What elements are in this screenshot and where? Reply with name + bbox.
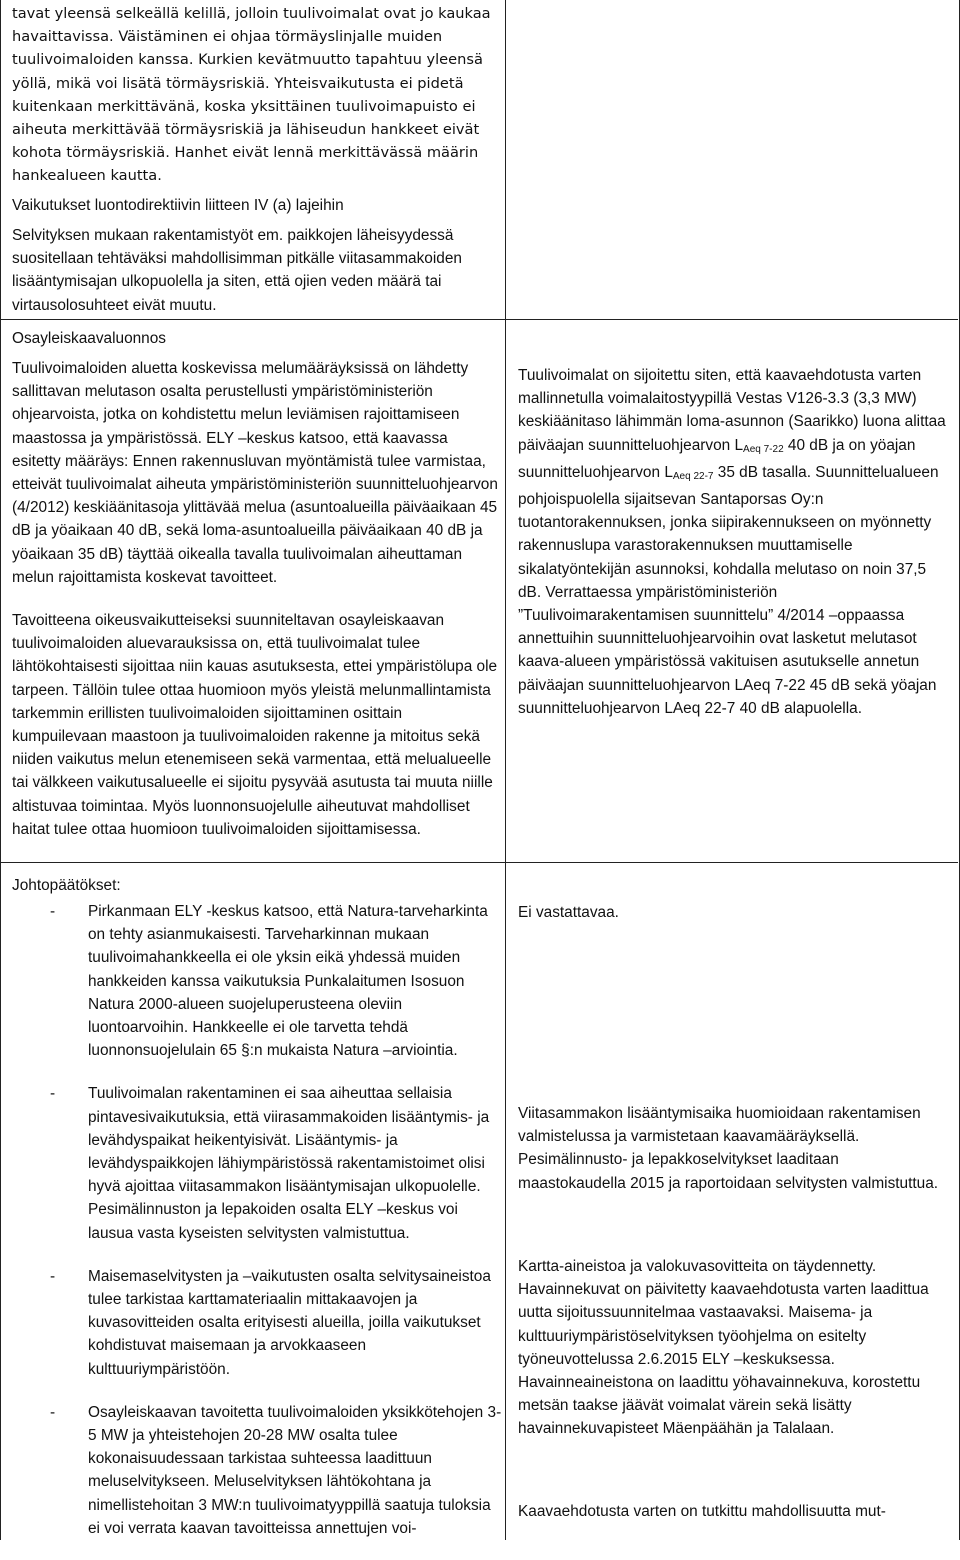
annex-heading (12, 194, 498, 217)
reply-landscape (518, 1255, 948, 1441)
draft-paragraph-2 (12, 609, 498, 841)
draft-heading-text: Osayleiskaavaluonnos (12, 330, 166, 347)
draft-text-1: Tuulivoimaloiden aluetta koskevissa melumääräyksissä on lähdetty sallittavan melutason osalta perustellusti ympäristöministeriön ohjearvoista, jotka on kohdistettu melun leviämisen rajoittamiseen maastossa ja ympäristössä. ELY –keskus katsoo, että kaavassa esitetty määräys: Ennen rakennusluvan myöntämistä tulee varmistaa, etteivät tuulivoimalat aiheuta ympäristöministeriön suunnitteluohjearvon (4/2012) keskiäänitasoja ylittävää melua (asuntoalueilla päiväaikaan 45 dB ja yöaikaan 40 dB, sekä loma-asuntoalueilla päiväaikaan 40 dB ja yöaikaan 35 dB) täyttää oikealla tavalla tuulivoimalan aiheuttaman melun rajoittamista koskevat tavoitteet. (12, 360, 498, 586)
noise-text-c: 35 dB tasalla. Suunnittelualueen pohjoispuolella sijaitsevan Santaporsas Oy:n tuotantorakennuksen, jonka siipirakennukseen on myönnetty rakennuslupa varastorakennuksen muuttamiselle sikalatyöntekijän asunnoksi, kohdalla melutaso on noin 37,5 dB. Verrattaessa ympäristöministeriön ”Tuulivoimarakentamisen suunnittelu” 4/2014 –oppaassa annettuihin suunnitteluohjearvoihin ovat lasketut melutasot kaava-alueen ympäristössä vakituisen asutukselle annetun päiväajan suunnitteluohjearvon LAeq 7-22 45 dB sekä yöajan suunnitteluohjearvon LAeq 22-7 40 dB alapuolella. (518, 463, 939, 717)
laeq-day-subscript: Aeq 7-22 (743, 443, 784, 455)
draft-heading (12, 327, 498, 350)
conclusion-text: Pirkanmaan ELY -keskus katsoo, että Natura-tarveharkinta on tehty asianmukaisesti. Tarveharkinnan mukaan tuulivoimahankkeella ei ole yksin eikä yhdessä muiden hankkeiden kanssa vaikutuksia Punkalaitumen Isosuon Natura 2000-alueen suojeluperusteena oleviin luontoarvoihin. Hankkeelle ei ole tarvetta tehdä luonnonsuojelulain 65 §:n mukaista Natura –arviointia. (88, 903, 488, 1060)
reply-frogs-text: Viitasammakon lisääntymisaika huomioidaan rakentamisen valmistelussa ja varmistetaan kaavamääräyksellä. Pesimälinnusto- ja lepakkoselvitykset laaditaan maastokaudella 2015 ja raportoidaan selvitysten valmistuttua. (518, 1105, 939, 1192)
conclusion-item (12, 1082, 506, 1244)
noise-text-a: Tuulivoimalat on sijoitettu siten, että kaavaehdotusta varten mallinnetulla voimalaitostyypillä Vestas V126-3.3 (3,3 MW) keskiäänitaso lähimmän loma-asunnon (Saarikko) luona alittaa päiväajan suunnitteluohjearvon L (518, 367, 946, 454)
draft-paragraph-1 (12, 357, 498, 589)
reply-natura (518, 901, 948, 924)
conclusion-text: Osayleiskaavan tavoitetta tuulivoimaloiden yksikkötehojen 3-5 MW ja yhteistehojen 20-28 MW osalta tulee kokonaisuudessaan tarkistaa suhteessa laadittuun meluselvitykseen. Meluselvityksen lähtökohtana ja nimellistehoitan 3 MW:n tuulivoimatyyppillä saatuja tuloksia ei voi verrata kaavan tavoitteissa annettujen voi- (88, 1403, 502, 1537)
noise-response-text (518, 364, 948, 720)
intro-paragraph (12, 2, 498, 188)
conclusion-item (12, 1401, 506, 1540)
row-divider (0, 862, 958, 863)
conclusions-list (12, 900, 506, 1560)
conclusion-text: Maisemaselvitysten ja –vaikutusten osalta selvitysaineistoa tulee tarkistaa karttamateriaalin mittakaavojen ja kuvasovitteiden osalta erityisesti alueilla, joilla vaikutukset kohdistuvat maisemaan ja arvokkaaseen kulttuuriympäristöön. (88, 1267, 491, 1378)
reply-landscape-text: Kartta-aineistoa ja valokuvasovitteita on täydennetty. Havainnekuvat on päivitetty kaavaehdotusta varten laadittua uutta sijoitussuunnitelmaa vastaavaksi. Maisema- ja kulttuuriympäristöselvityksen työohjelma on esitelty työneuvottelussa 2.6.2015 ELY –keskuksessa. Havainneaineistona on laadittu yöhavainnekuva, korostettu metsän taakse jäävät voimalat värein sekä lisätty havainnekuvapisteet Mäenpäähän ja Talalaan. (518, 1258, 929, 1438)
conclusion-item (12, 1265, 506, 1381)
noise-text-b: 40 dB ja on yöajan suunnitteluohjearvon L (518, 436, 916, 481)
reply-natura-text: Ei vastattavaa. (518, 904, 619, 921)
conclusions-heading (12, 874, 498, 897)
conclusions-heading-text: Johtopäätökset: (12, 877, 121, 894)
conclusion-text: Tuulivoimalan rakentaminen ei saa aiheuttaa sellaisia pintavesivaikutuksia, että viirasammakoiden lisääntymis- ja levähdyspaikat heikentyisivät. Lisääntymis- ja levähdyspaikkojen lähiympäristössä rakentamistoimet olisi hyvä ajoittaa viitasammakon lisääntymisajan ulkopuolelle. Pesimälinnuston ja lepakoiden osalta ELY –keskus voi lausua vasta kyseisten selvitysten valmistuttua. (88, 1085, 490, 1242)
annex-text: Selvityksen mukaan rakentamistyöt em. paikkojen läheisyydessä suositellaan tehtäväksi mahdollisimman pitkälle viitasammakoiden lisääntymisajan ulkopuolella ja siten, että ojien veden määrä tai virtausolosuhteet eivät muutu. (12, 227, 462, 314)
intro-text: tavat yleensä selkeällä kelillä, jolloin tuulivoimalat ovat jo kaukaa havaittavissa. Väistäminen ei ohjaa törmäyslinjalle muiden tuulivoimaloiden kanssa. Kurkien kevätmuutto tapahtuu yleensä yöllä, mikä voi lisätä törmäysriskiä. Yhteisvaikutusta ei pidetä kuitenkaan merkittävänä, koska yksittäinen tuulivoimapuisto ei aiheuta merkittävää törmäysriskiä ja lähiseudun hankkeet eivät kohota törmäysriskiä. Hanhet eivät lennä merkittävässä määrin hankealueen kautta. (12, 5, 491, 185)
annex-heading-text: Vaikutukset luontodirektiivin liitteen IV (a) lajeihin (12, 197, 344, 214)
row-divider (0, 319, 958, 320)
reply-power-text: Kaavaehdotusta varten on tutkittu mahdollisuutta mut- (518, 1503, 886, 1520)
laeq-night-subscript: Aeq 22-7 (672, 470, 714, 482)
conclusion-item (12, 900, 506, 1062)
reply-frogs (518, 1102, 948, 1195)
draft-text-2: Tavoitteena oikeusvaikutteiseksi suunniteltavan osayleiskaavan tuulivoimaloiden aluevarauksissa on, että tuulivoimalat tulee lähtökohtaisesti sijoittaa niin kauas asutuksesta, ettei ympäristölupa ole tarpeen. Tällöin tulee ottaa huomioon myös yleistä melunmallintamista tarkemmin erillisten tuulivoimaloiden sijoittaminen osittain kumpuilevaan maastoon ja tuulivoimaloiden rakenne ja mitoitus sekä niiden vaikutus melun etenemiseen sekä varmentaa, että melualueelle tai välkkeen vaikutusalueelle ei sijoitu pysyvää asutusta tai muuta niille altistuvaa toimintaa. Myös luonnonsuojelulle aiheutuvat mahdolliset haitat tulee ottaa huomioon tuulivoimaloiden sijoittamisessa. (12, 612, 498, 838)
reply-power (518, 1500, 948, 1523)
noise-response-paragraph (518, 364, 948, 720)
annex-paragraph (12, 224, 498, 317)
